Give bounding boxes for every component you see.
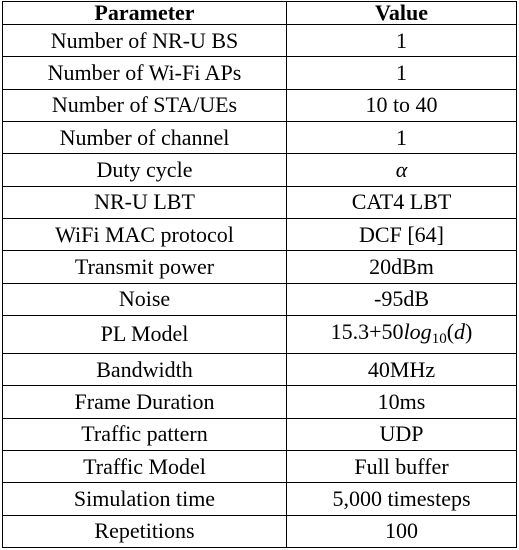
value-cell: 1 [287, 121, 517, 153]
parameter-cell: WiFi MAC protocol [3, 218, 287, 250]
parameter-cell: NR-U LBT [3, 186, 287, 218]
parameter-cell: Transmit power [3, 251, 287, 283]
table-row [3, 89, 517, 121]
simulation-parameters-table [2, 1, 517, 548]
parameter-cell: Number of NR-U BS [3, 25, 287, 57]
table-row [3, 315, 517, 353]
header-value: Value [287, 2, 517, 25]
table-row [3, 353, 517, 385]
parameter-cell: Simulation time [3, 483, 287, 515]
table-row [3, 218, 517, 250]
table-row [3, 25, 517, 57]
table-row [3, 283, 517, 315]
value-cell: 10ms [287, 386, 517, 418]
pl-model-subscript: 10 [431, 331, 447, 348]
parameter-cell: Number of Wi-Fi APs [3, 57, 287, 89]
parameter-cell: Number of STA/UEs [3, 89, 287, 121]
parameter-cell: Duty cycle [3, 154, 287, 186]
value-cell: DCF [64] [287, 218, 517, 250]
table-row [3, 186, 517, 218]
parameter-cell: PL Model [3, 315, 287, 353]
value-cell: 20dBm [287, 251, 517, 283]
parameter-cell: Number of channel [3, 121, 287, 153]
table-row [3, 418, 517, 450]
table-row [3, 121, 517, 153]
table-row [3, 386, 517, 418]
value-cell: α [287, 154, 517, 186]
value-cell: -95dB [287, 283, 517, 315]
table-row [3, 515, 517, 547]
value-cell: 1 [287, 57, 517, 89]
value-cell: Full buffer [287, 450, 517, 482]
value-cell: 5,000 timesteps [287, 483, 517, 515]
table-row [3, 251, 517, 283]
parameter-cell: Frame Duration [3, 386, 287, 418]
table-row [3, 154, 517, 186]
header-parameter: Parameter [3, 2, 287, 25]
parameter-cell: Traffic pattern [3, 418, 287, 450]
value-cell-pl-model [287, 315, 517, 353]
pl-model-arg: d [454, 319, 466, 345]
table-row [3, 483, 517, 515]
table-row [3, 57, 517, 89]
table-header-row [3, 2, 517, 25]
pl-model-paren-close: ) [465, 319, 473, 345]
pl-model-paren-open: ( [446, 319, 455, 345]
value-cell: 100 [287, 515, 517, 547]
parameter-cell: Repetitions [3, 515, 287, 547]
value-cell: CAT4 LBT [287, 186, 517, 218]
table-row [3, 450, 517, 482]
parameter-cell: Traffic Model [3, 450, 287, 482]
value-cell: 1 [287, 25, 517, 57]
value-cell: 10 to 40 [287, 89, 517, 121]
value-cell: 40MHz [287, 353, 517, 385]
parameter-cell: Noise [3, 283, 287, 315]
value-cell: UDP [287, 418, 517, 450]
pl-model-prefix: 15.3+50 [330, 319, 404, 345]
parameter-cell: Bandwidth [3, 353, 287, 385]
pl-model-log: log [403, 319, 432, 345]
